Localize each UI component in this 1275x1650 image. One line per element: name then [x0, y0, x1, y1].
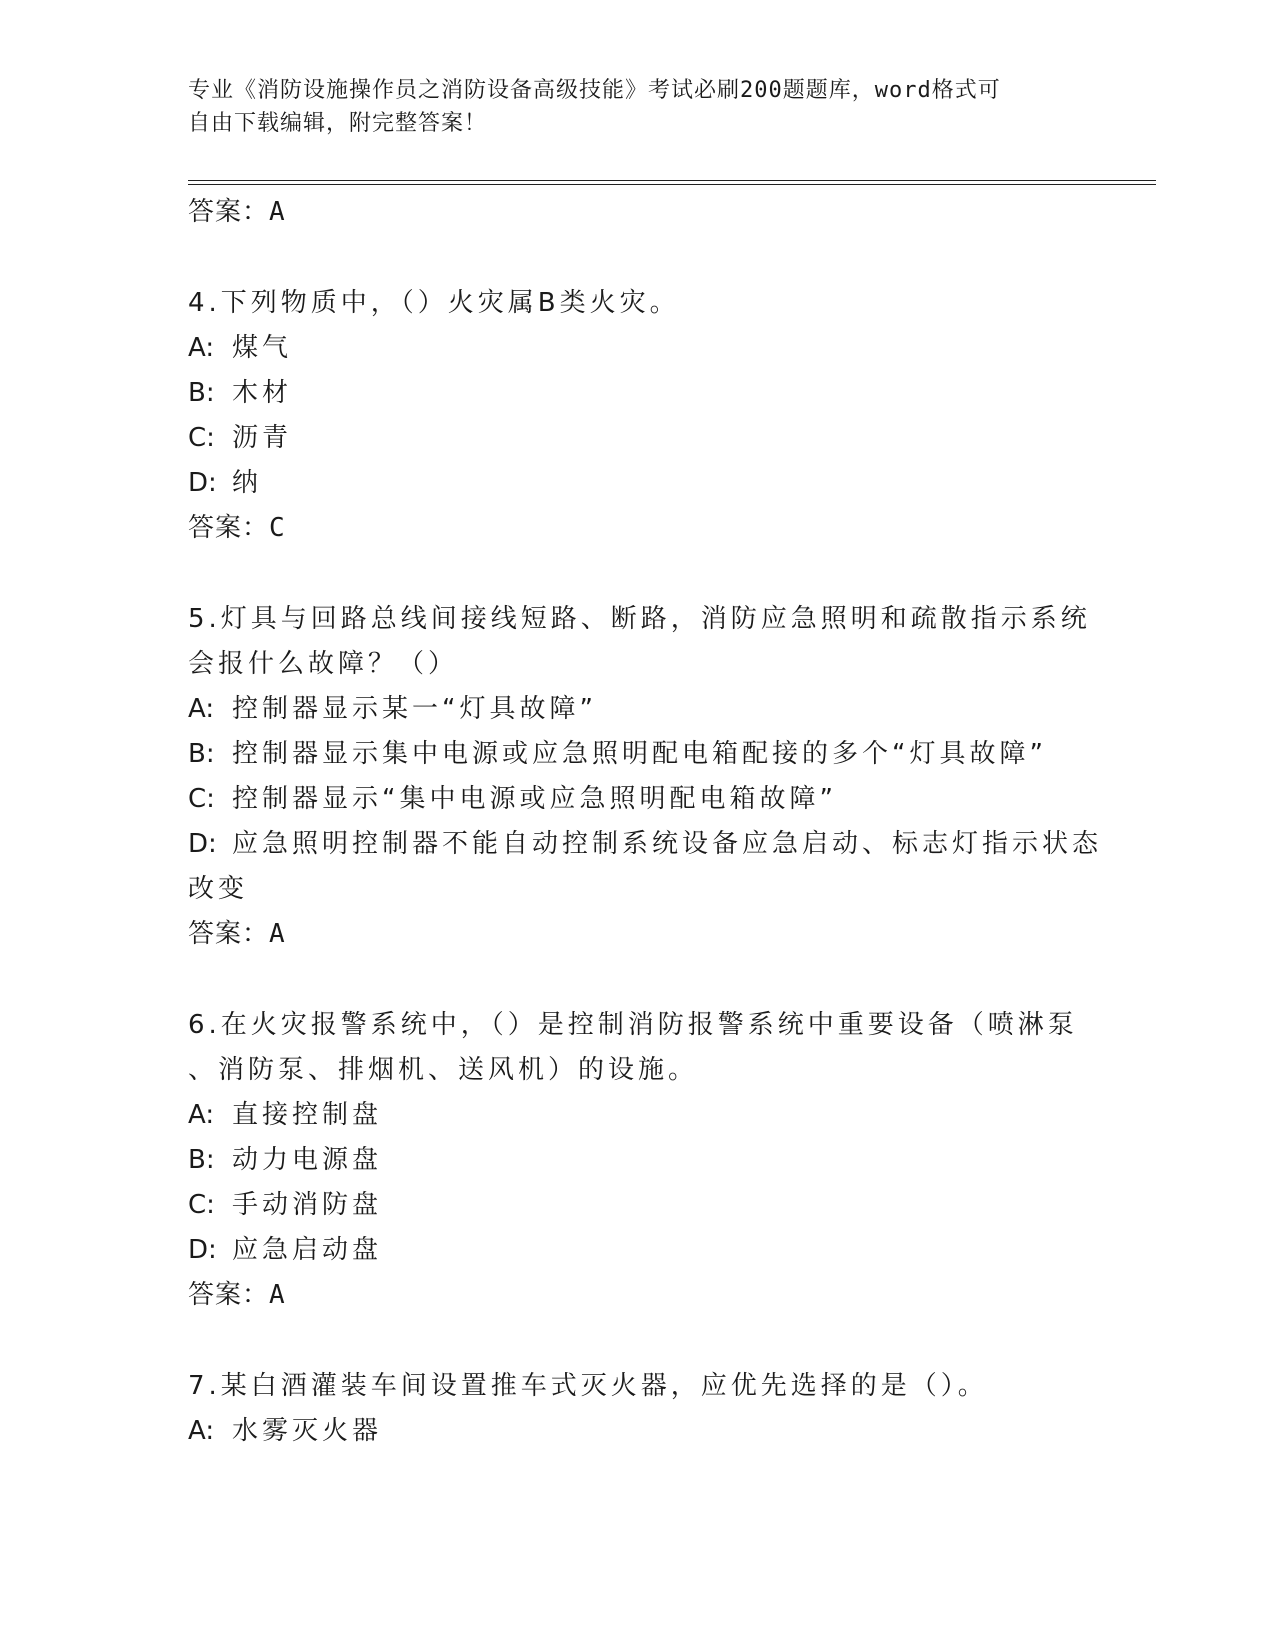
option-line — [188, 1183, 1088, 1228]
option-line — [188, 822, 1103, 867]
option-text: 煤气 — [232, 333, 293, 363]
option-line — [188, 326, 1088, 371]
answer-line — [188, 912, 1088, 957]
option-text: 沥青 — [232, 423, 293, 453]
question-spacer — [188, 235, 1088, 281]
question-stem: 会报什么故障？（） — [188, 649, 459, 679]
option-text: 木材 — [232, 378, 293, 408]
option-line — [188, 777, 1088, 822]
option-line — [188, 867, 1088, 912]
answer-label: 答案： — [188, 919, 270, 949]
question-block — [188, 1003, 1088, 1318]
option-line — [188, 687, 1088, 732]
answer-value: A — [269, 919, 285, 949]
answer-label: 答案： — [188, 1280, 270, 1310]
option-line — [188, 1138, 1088, 1183]
option-letter: A: — [188, 1100, 215, 1130]
option-line — [188, 1409, 1088, 1454]
question-stem: 4.下列物质中，（）火灾属B类火灾。 — [188, 288, 680, 318]
question-spacer — [188, 957, 1088, 1003]
option-letter: A: — [188, 1416, 215, 1446]
answer-value: A — [269, 1280, 285, 1310]
header-divider-top — [188, 180, 1156, 181]
option-text: 应急照明控制器不能自动控制系统设备应急启动、标志灯指示状态 — [232, 829, 1103, 859]
question-spacer — [188, 551, 1088, 597]
option-letter: B: — [188, 378, 215, 408]
option-text: 直接控制盘 — [232, 1100, 383, 1130]
option-text: 控制器显示某一“灯具故障” — [232, 694, 597, 724]
page-header — [188, 74, 1088, 140]
question-spacer — [188, 1318, 1088, 1364]
question-block — [188, 281, 1088, 551]
answer-line — [188, 506, 1088, 551]
option-letter: C: — [188, 423, 215, 453]
option-text: 改变 — [188, 874, 249, 904]
question-block — [188, 1364, 1088, 1454]
option-letter: B: — [188, 1145, 215, 1175]
option-line — [188, 416, 1088, 461]
question-stem: 5.灯具与回路总线间接线短路、断路，消防应急照明和疏散指示系统 — [188, 604, 1091, 634]
answer-label: 答案： — [188, 197, 270, 227]
header-line-2: 自由下载编辑，附完整答案！ — [188, 111, 488, 136]
option-text: 手动消防盘 — [232, 1190, 383, 1220]
question-stem: 、消防泵、排烟机、送风机）的设施。 — [188, 1055, 699, 1085]
option-text: 动力电源盘 — [232, 1145, 383, 1175]
header-divider-bottom — [188, 184, 1156, 185]
option-line — [188, 1228, 1088, 1273]
option-letter: C: — [188, 1190, 215, 1220]
option-text: 水雾灭火器 — [232, 1416, 383, 1446]
option-line — [188, 732, 1088, 777]
answer-value: A — [269, 197, 285, 227]
option-text: 控制器显示“集中电源或应急照明配电箱故障” — [232, 784, 837, 814]
option-letter: A: — [188, 333, 215, 363]
option-line — [188, 1093, 1088, 1138]
answer-line — [188, 190, 1088, 235]
question-block — [188, 597, 1103, 957]
option-text: 纳 — [232, 468, 263, 498]
question-stem: 7.某白酒灌装车间设置推车式灭火器，应优先选择的是（）。 — [188, 1371, 988, 1401]
answer-value: C — [269, 513, 285, 543]
option-line — [188, 371, 1088, 416]
option-text: 应急启动盘 — [232, 1235, 383, 1265]
option-letter: D: — [188, 829, 217, 859]
header-line-1: 专业《消防设施操作员之消防设备高级技能》考试必刷200题题库，word格式可 — [188, 78, 1001, 103]
option-line — [188, 461, 1088, 506]
option-letter: A: — [188, 694, 215, 724]
question-list — [188, 190, 1103, 1454]
option-text: 控制器显示集中电源或应急照明配电箱配接的多个“灯具故障” — [232, 739, 1047, 769]
question-stem: 6.在火灾报警系统中，（）是控制消防报警系统中重要设备（喷淋泵 — [188, 1010, 1078, 1040]
option-letter: C: — [188, 784, 215, 814]
answer-line — [188, 1273, 1088, 1318]
option-letter: D: — [188, 1235, 217, 1265]
answer-label: 答案： — [188, 513, 270, 543]
option-letter: B: — [188, 739, 215, 769]
option-letter: D: — [188, 468, 217, 498]
